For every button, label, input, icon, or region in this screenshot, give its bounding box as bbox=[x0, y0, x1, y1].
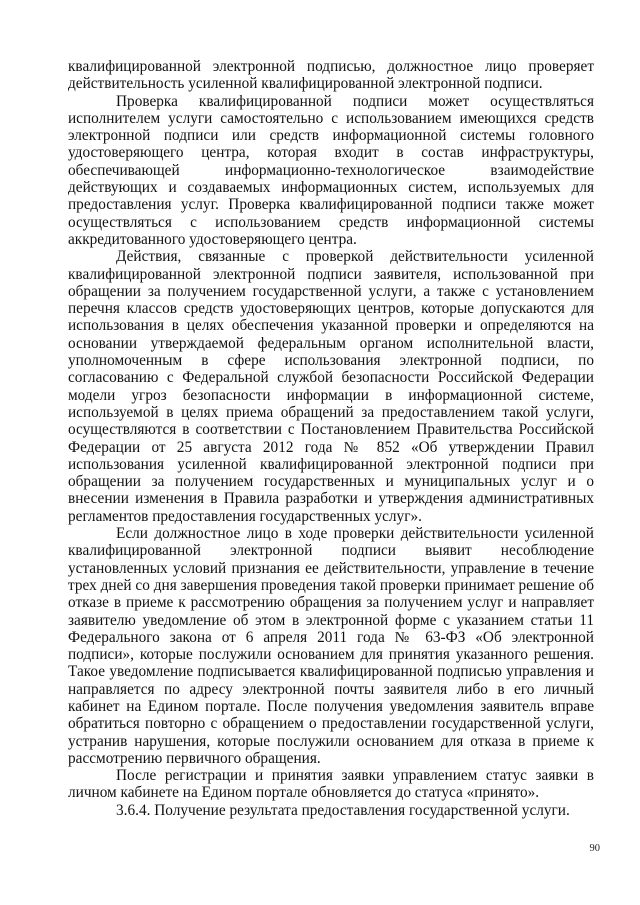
paragraph-1: квалифицированной электронной подписью, должностное лицо проверяет действительность усиленной квалифицированной электронной подписи. bbox=[68, 58, 594, 93]
paragraph-5: После регистрации и принятия заявки управлением статус заявки в личном кабинете на Едином портале обновляется до статуса «принято». bbox=[68, 767, 594, 802]
section-heading-3-6-4: 3.6.4. Получение результата предоставления государственной услуги. bbox=[116, 801, 570, 819]
paragraph-2: Проверка квалифицированной подписи может осуществляться исполнителем услуги самостоятельно с использованием имеющихся средств электронной подписи или средств информационной системы головного удостоверяющего центра, которая входит в состав инфраструктуры, обеспечивающей информационно-технологическое взаимодействие действующих и создаваемых информационных систем, используемых для предоставления услуг. Проверка квалифицированной подписи также может осуществляться с использованием средств информационной системы аккредитованного удостоверяющего центра. bbox=[68, 92, 594, 248]
document-page bbox=[68, 58, 594, 819]
paragraph-4: Если должностное лицо в ходе проверки действительности усиленной квалифицированной электронной подписи выявит несоблюдение установленных условий признания ее действительности, управление в течение трех дней со дня завершения проведения такой проверки принимает решение об отказе в приеме к рассмотрению обращения за получением услуг и направляет заявителю уведомление об этом в электронной форме с указанием статьи 11 Федерального закона от 6 апреля 2011 года № 63-ФЗ «Об электронной подписи», которые послужили основанием для принятия указанного решения. Такое уведомление подписывается квалифицированной подписью управления и направляется по адресу электронной почты заявителя либо в его личный кабинет на Едином портале. После получения уведомления заявитель вправе обратиться повторно с обращением о предоставлении государственной услуги, устранив нарушения, которые послужили основанием для отказа в приеме к рассмотрению первичного обращения. bbox=[68, 525, 594, 767]
paragraph-3: Действия, связанные с проверкой действительности усиленной квалифицированной электронной подписи заявителя, использованной при обращении за получением государственной услуги, а также с установлением перечня классов средств удостоверяющих центров, которые допускаются для использования в целях обеспечения указанной проверки и определяются на основании утверждаемой федеральным органом исполнительной власти, уполномоченным в сфере использования электронной подписи, по согласованию с Федеральной службой безопасности Российской Федерации модели угроз безопасности информации в информационной системе, используемой в целях приема обращений за предоставлением такой услуги, осуществляются в соответствии с Постановлением Правительства Российской Федерации от 25 августа 2012 года № 852 «Об утверждении Правил использования усиленной квалифицированной электронной подписи при обращении за получением государственных и муниципальных услуг и о внесении изменения в Правила разработки и утверждения административных регламентов предоставления государственных услуг». bbox=[68, 248, 594, 525]
page-number: 90 bbox=[589, 843, 600, 854]
